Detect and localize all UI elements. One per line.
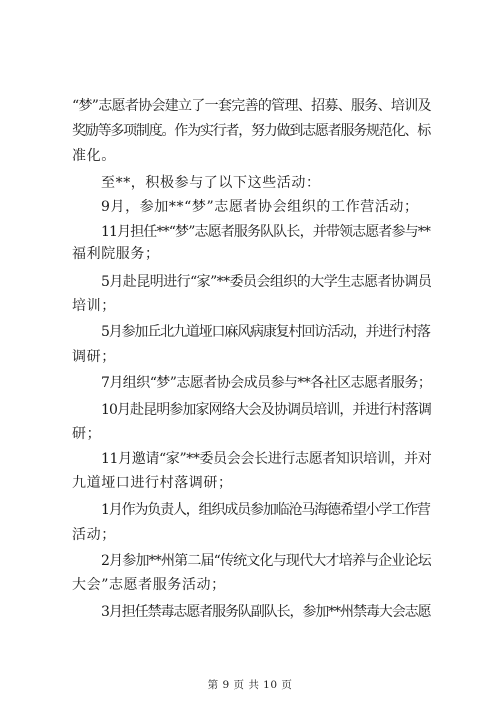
text-line: 9月，参加**“梦”志愿者协会组织的工作营活动； [101,199,419,215]
text-line: 3月担任禁毒志愿者服务队副队长，参加**州禁毒大会志愿 [101,604,431,620]
text-line: 活动； [72,527,116,543]
text-line: 11月担任**“梦”志愿者服务队队长，并带领志愿者参与** [101,224,431,240]
text-line: 7月组织“梦”志愿者协会成员参与**各社区志愿者服务； [101,375,432,391]
page-number-footer: 第 9 页 共 10 页 [207,679,293,691]
text-line: 至**，积极参与了以下这些活动： [101,175,321,191]
text-line: 大会”志愿者服务活动； [72,577,226,593]
text-line: 11月邀请“家”**委员会会长进行志愿者知识培训，并对 [101,451,432,467]
text-line: 九道垭口进行村落调研； [72,475,233,491]
text-line: 培训； [72,298,116,314]
text-line: 调研； [72,349,116,365]
text-line: 5月参加丘北九道垭口麻风病康复村回访活动，并进行村落 [101,324,430,340]
text-line: “梦”志愿者协会建立了一套完善的管理、招募、服务、培训及 [72,98,431,114]
text-line: 研； [72,426,102,442]
text-line: 准化。 [72,148,116,164]
text-line: 1月作为负责人，组织成员参加临沧马海德希望小学工作营 [101,502,430,518]
text-line: 5月赴昆明进行“家”**委员会组织的大学生志愿者协调员 [101,274,432,290]
text-line: 福利院服务； [72,246,160,262]
text-line: 10月赴昆明参加家网络大会及协调员培训，并进行村落调 [101,402,431,418]
text-line: 2月参加**州第二届“传统文化与现代大才培养与企业论坛 [101,553,431,569]
text-line: 奖励等多项制度。作为实行者，努力做到志愿者服务规范化、标 [72,123,430,139]
